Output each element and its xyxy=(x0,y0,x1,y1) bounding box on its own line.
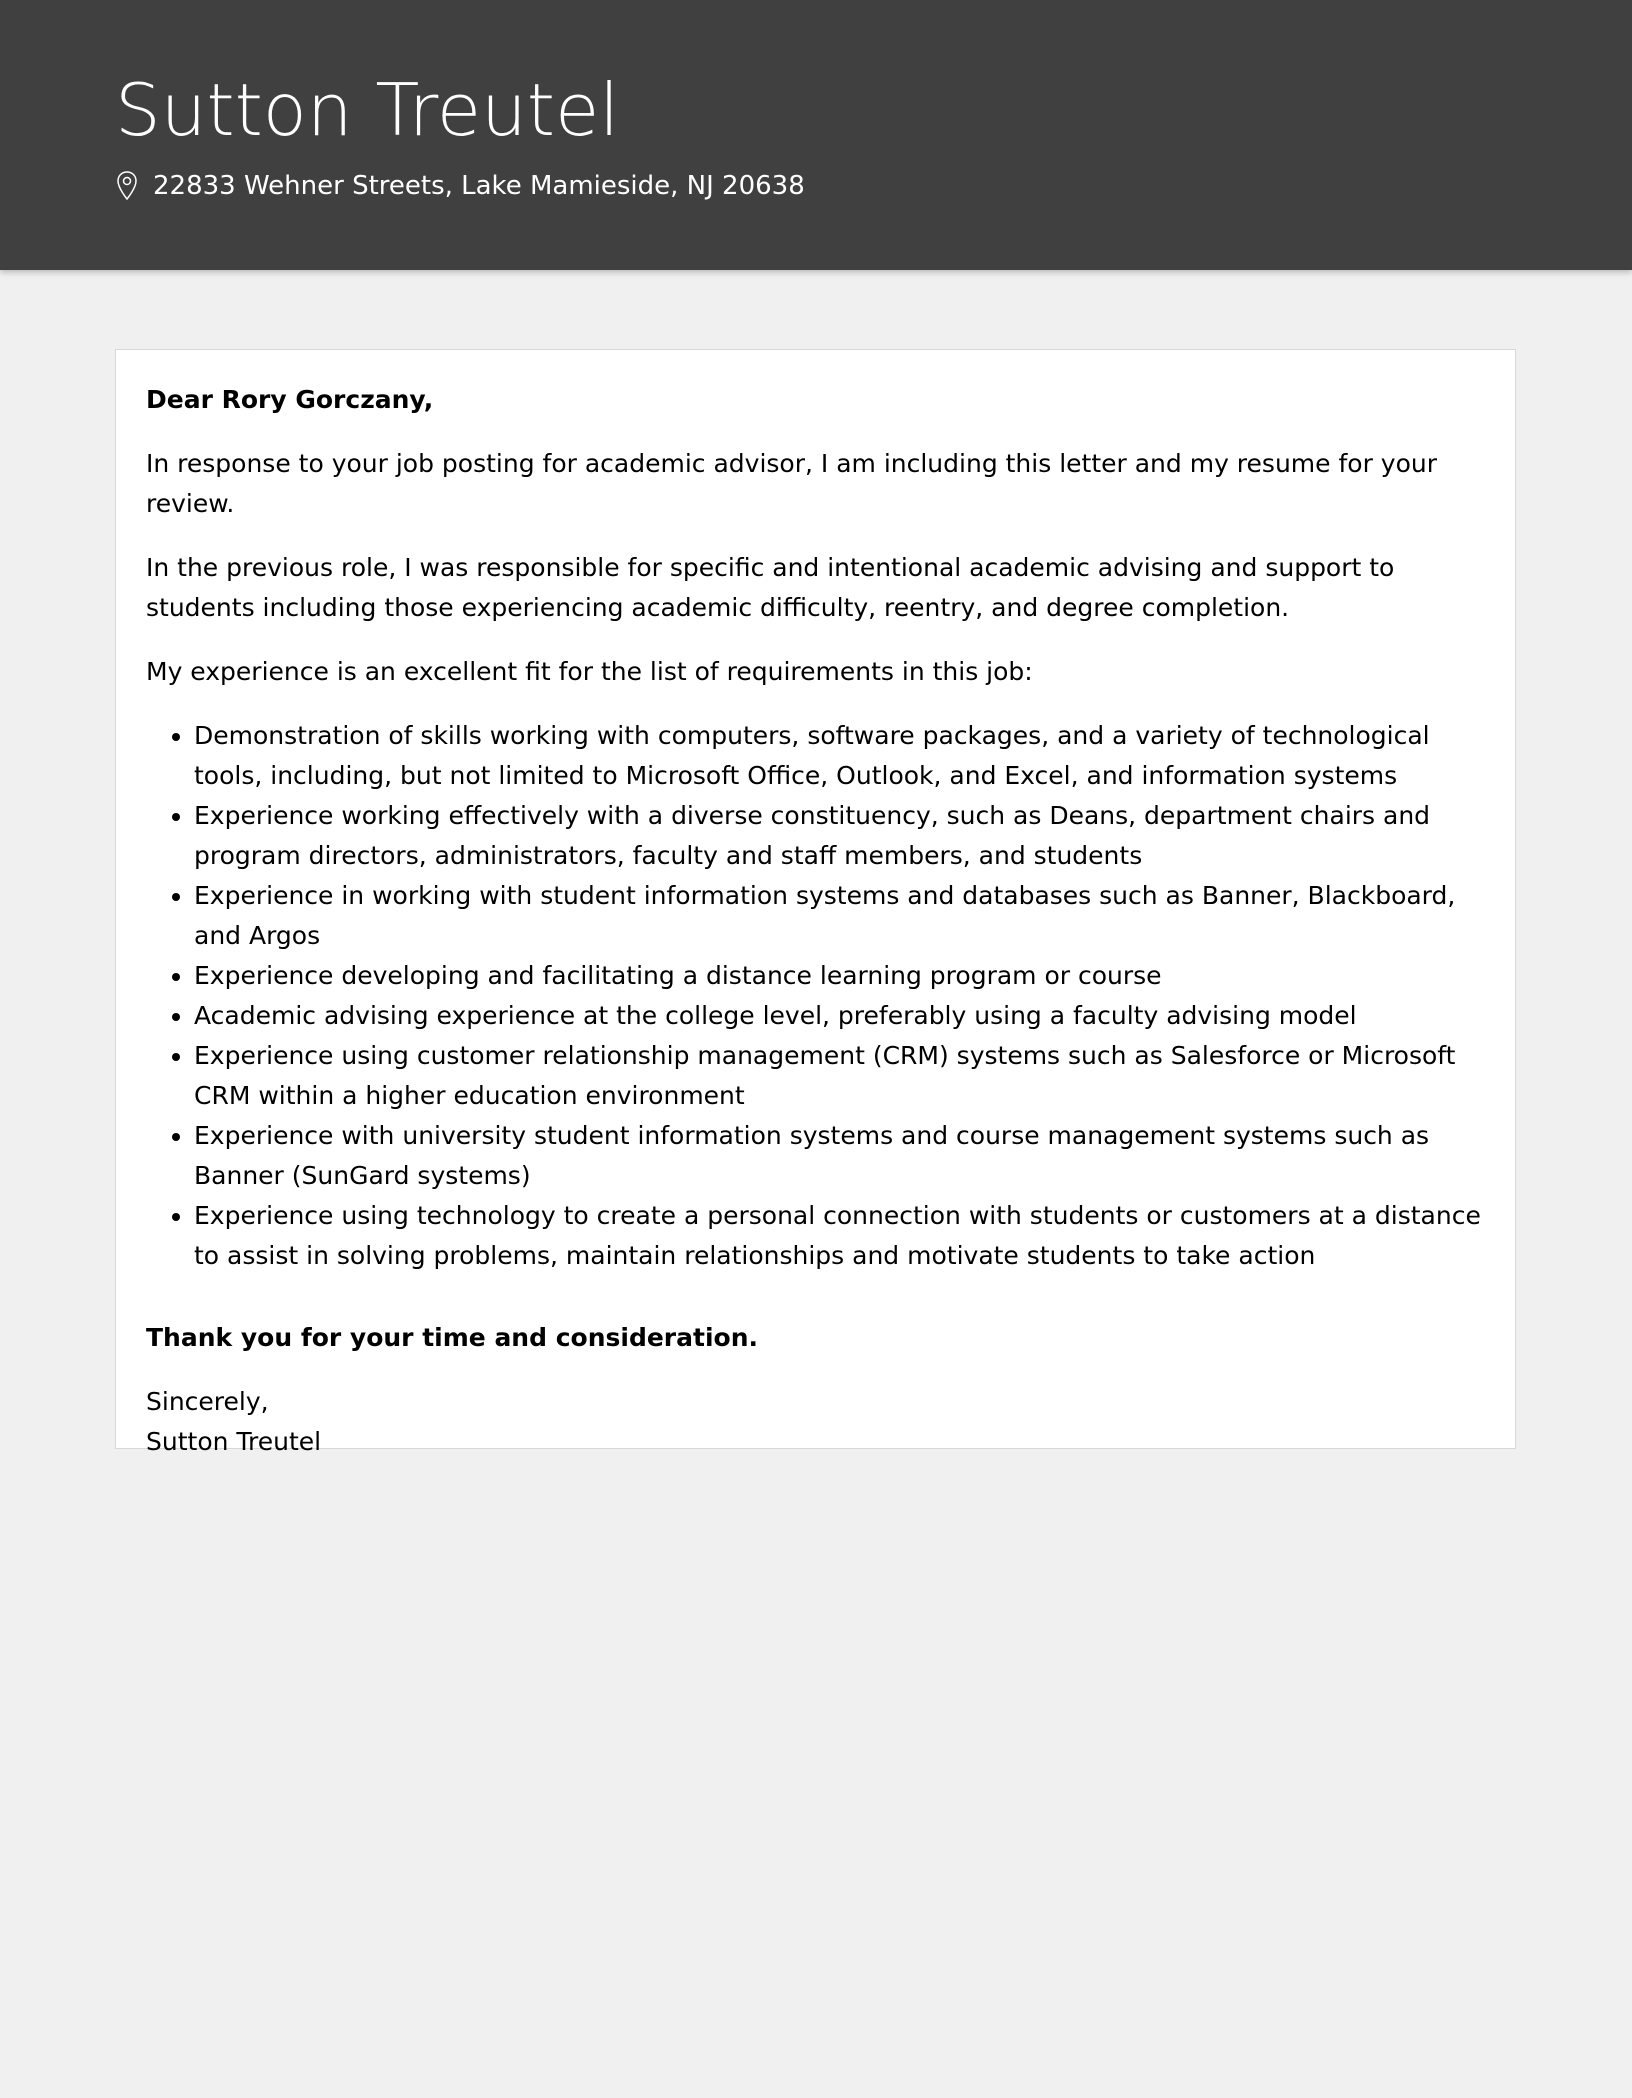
list-item: • Experience working effectively with a diverse constituency, such as Deans, department chairs and program directors, administrators, faculty and staff members, and students xyxy=(194,796,1485,876)
applicant-name: Sutton Treutel xyxy=(115,68,620,152)
list-item: • Experience in working with student information systems and databases such as Banner, Blackboard, and Argos xyxy=(194,876,1485,956)
requirements-intro: My experience is an excellent fit for the list of requirements in this job: xyxy=(146,657,1033,686)
sign-off: Sincerely, xyxy=(146,1387,269,1416)
address-text: 22833 Wehner Streets, Lake Mamieside, NJ 20638 xyxy=(153,171,805,201)
list-item: • Experience developing and facilitating a distance learning program or course xyxy=(194,956,1485,996)
list-item: • Experience with university student information systems and course management systems such as Banner (SunGard systems) xyxy=(194,1116,1485,1196)
cover-letter-card xyxy=(115,349,1516,1456)
salutation: Dear Rory Gorczany, xyxy=(146,385,434,414)
address-line xyxy=(115,166,805,206)
page-header xyxy=(0,0,1632,270)
experience-paragraph: In the previous role, I was responsible for specific and intentional academic advising and support to students including those experiencing academic difficulty, reentry, and degree completion. xyxy=(146,553,1395,622)
list-item: • Experience using customer relationship management (CRM) systems such as Salesforce or Microsoft CRM within a higher education environment xyxy=(194,1036,1485,1116)
list-item: • Academic advising experience at the college level, preferably using a faculty advising model xyxy=(194,996,1485,1036)
location-pin-icon xyxy=(115,170,139,202)
closing-thanks: Thank you for your time and consideration. xyxy=(146,1323,758,1352)
intro-paragraph: In response to your job posting for academic advisor, I am including this letter and my resume for your review. xyxy=(146,449,1438,518)
signature-name: Sutton Treutel xyxy=(146,1427,322,1456)
list-item: • Experience using technology to create a personal connection with students or customers at a distance to assist in solving problems, maintain relationships and motivate students to take action xyxy=(194,1196,1485,1276)
requirements-list xyxy=(146,716,1485,1276)
list-item: • Demonstration of skills working with computers, software packages, and a variety of technological tools, including, but not limited to Microsoft Office, Outlook, and Excel, and information systems xyxy=(194,716,1485,796)
